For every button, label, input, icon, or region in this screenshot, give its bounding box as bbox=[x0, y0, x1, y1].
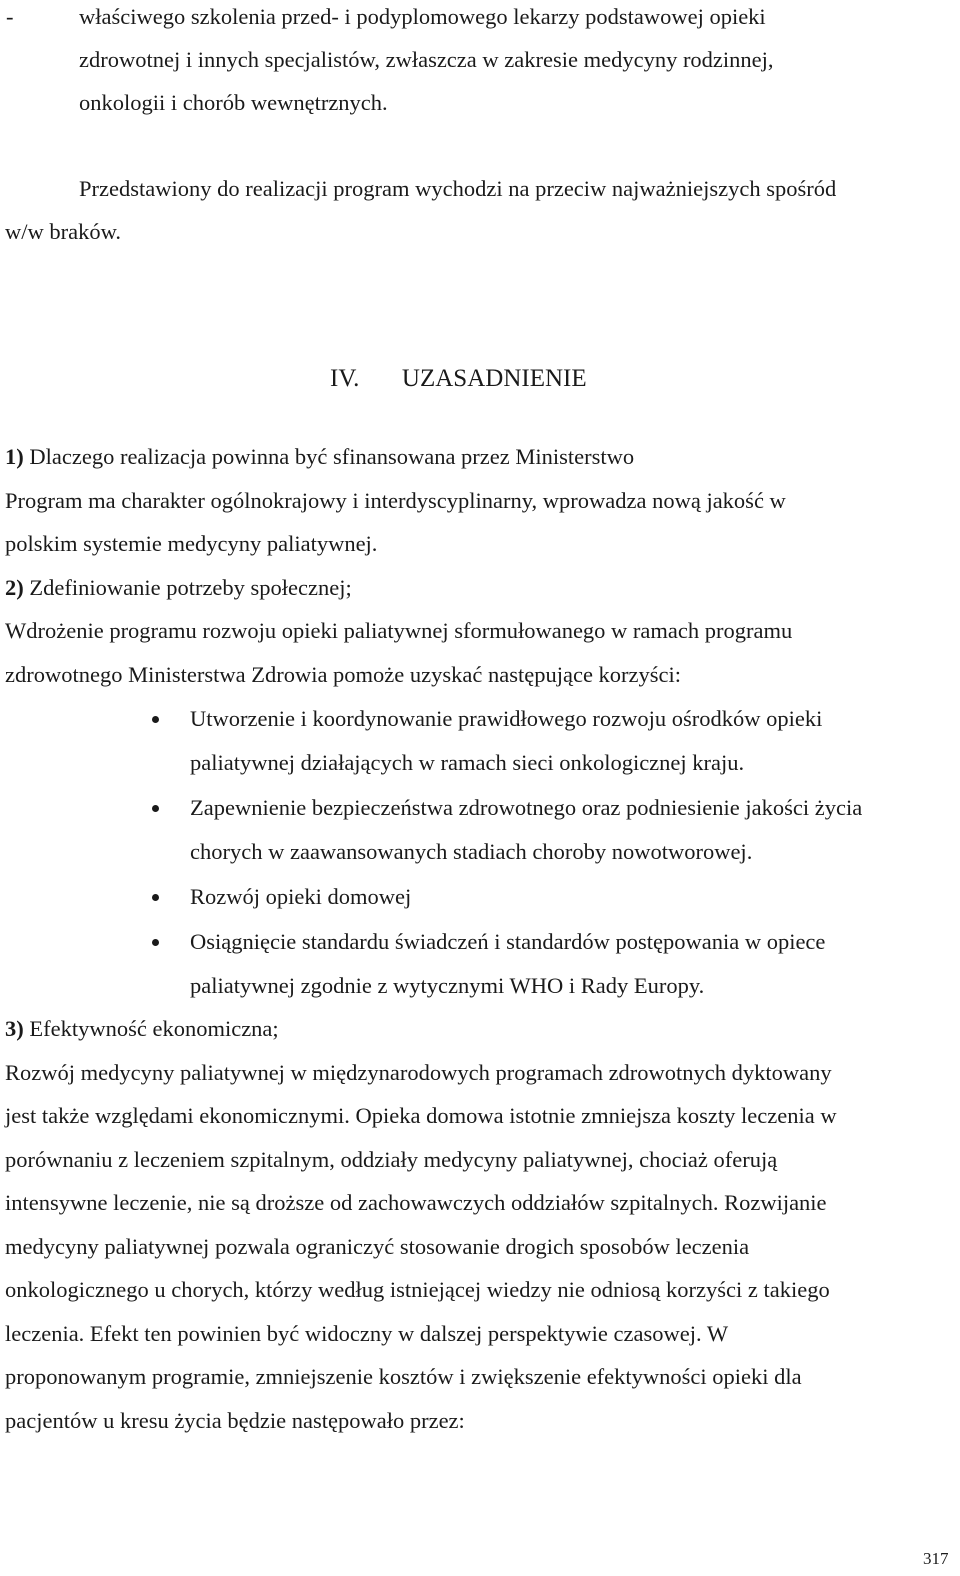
dash-marker: - bbox=[6, 4, 14, 29]
bullet-text-line: Utworzenie i koordynowanie prawidłowego rozwoju ośrodków opieki bbox=[190, 706, 823, 731]
page-number: 317 bbox=[923, 1549, 949, 1568]
bullet-text-line: Zapewnienie bezpieczeństwa zdrowotnego oraz podniesienie jakości życia bbox=[190, 795, 863, 820]
question-1-heading bbox=[5, 446, 634, 469]
text-line: Wdrożenie programu rozwoju opieki paliatywnej sformułowanego w ramach programu bbox=[5, 618, 793, 643]
question-title: Efektywność ekonomiczna; bbox=[23, 1016, 279, 1041]
text-line: w/w braków. bbox=[5, 219, 122, 244]
text-line: porównaniu z leczeniem szpitalnym, oddziały medycyny paliatywnej, chociaż oferują bbox=[5, 1147, 778, 1172]
question-2-heading bbox=[5, 577, 352, 600]
text-line: onkologicznego u chorych, którzy według istniejącej wiedzy nie odniosą korzyści z takiego bbox=[5, 1277, 830, 1302]
bullet-icon bbox=[152, 716, 159, 723]
text-line: onkologii i chorób wewnętrznych. bbox=[79, 90, 388, 115]
text-line: proponowanym programie, zmniejszenie kosztów i zwiększenie efektywności opieki dla bbox=[5, 1364, 802, 1389]
bullet-text-line: Rozwój opieki domowej bbox=[190, 884, 412, 909]
section-number: IV. bbox=[330, 365, 360, 392]
question-number: 3) bbox=[5, 1016, 24, 1041]
question-3-heading bbox=[5, 1018, 279, 1041]
text-line: jest także względami ekonomicznymi. Opieka domowa istotnie zmniejsza koszty leczenia w bbox=[5, 1103, 837, 1128]
question-title: Zdefiniowanie potrzeby społecznej; bbox=[23, 575, 352, 600]
bullet-text-line: chorych w zaawansowanych stadiach choroby nowotworowej. bbox=[190, 839, 753, 864]
section-title: UZASADNIENIE bbox=[401, 365, 587, 392]
question-number: 2) bbox=[5, 575, 24, 600]
text-line: leczenia. Efekt ten powinien być widoczny w dalszej perspektywie czasowej. W bbox=[5, 1321, 729, 1346]
text-line: Przedstawiony do realizacji program wychodzi na przeciw najważniejszych spośród bbox=[79, 176, 837, 201]
text-line: zdrowotnej i innych specjalistów, zwłaszcza w zakresie medycyny rodzinnej, bbox=[79, 47, 774, 72]
bullet-icon bbox=[152, 939, 159, 946]
text-line: polskim systemie medycyny paliatywnej. bbox=[5, 531, 378, 556]
text-line: Rozwój medycyny paliatywnej w międzynarodowych programach zdrowotnych dyktowany bbox=[5, 1060, 832, 1085]
section-heading bbox=[330, 366, 587, 391]
bullet-text-line: paliatywnej zgodnie z wytycznymi WHO i Rady Europy. bbox=[190, 973, 705, 998]
question-title: Dlaczego realizacja powinna być sfinansowana przez Ministerstwo bbox=[23, 444, 635, 469]
bullet-icon bbox=[152, 805, 159, 812]
text-line: intensywne leczenie, nie są droższe od zachowawczych oddziałów szpitalnych. Rozwijanie bbox=[5, 1190, 827, 1215]
text-line: zdrowotnego Ministerstwa Zdrowia pomoże uzyskać następujące korzyści: bbox=[5, 662, 682, 687]
bullet-text-line: Osiągnięcie standardu świadczeń i standardów postępowania w opiece bbox=[190, 929, 826, 954]
bullet-icon bbox=[152, 894, 159, 901]
text-line: medycyny paliatywnej pozwala ograniczyć stosowanie drogich sposobów leczenia bbox=[5, 1234, 750, 1259]
bullet-text-line: paliatywnej działających w ramach sieci onkologicznej kraju. bbox=[190, 750, 745, 775]
text-line: właściwego szkolenia przed- i podyplomowego lekarzy podstawowej opieki bbox=[79, 4, 766, 29]
question-number: 1) bbox=[5, 444, 24, 469]
text-line: pacjentów u kresu życia będzie następowało przez: bbox=[5, 1408, 465, 1433]
text-line: Program ma charakter ogólnokrajowy i interdyscyplinarny, wprowadza nową jakość w bbox=[5, 488, 786, 513]
